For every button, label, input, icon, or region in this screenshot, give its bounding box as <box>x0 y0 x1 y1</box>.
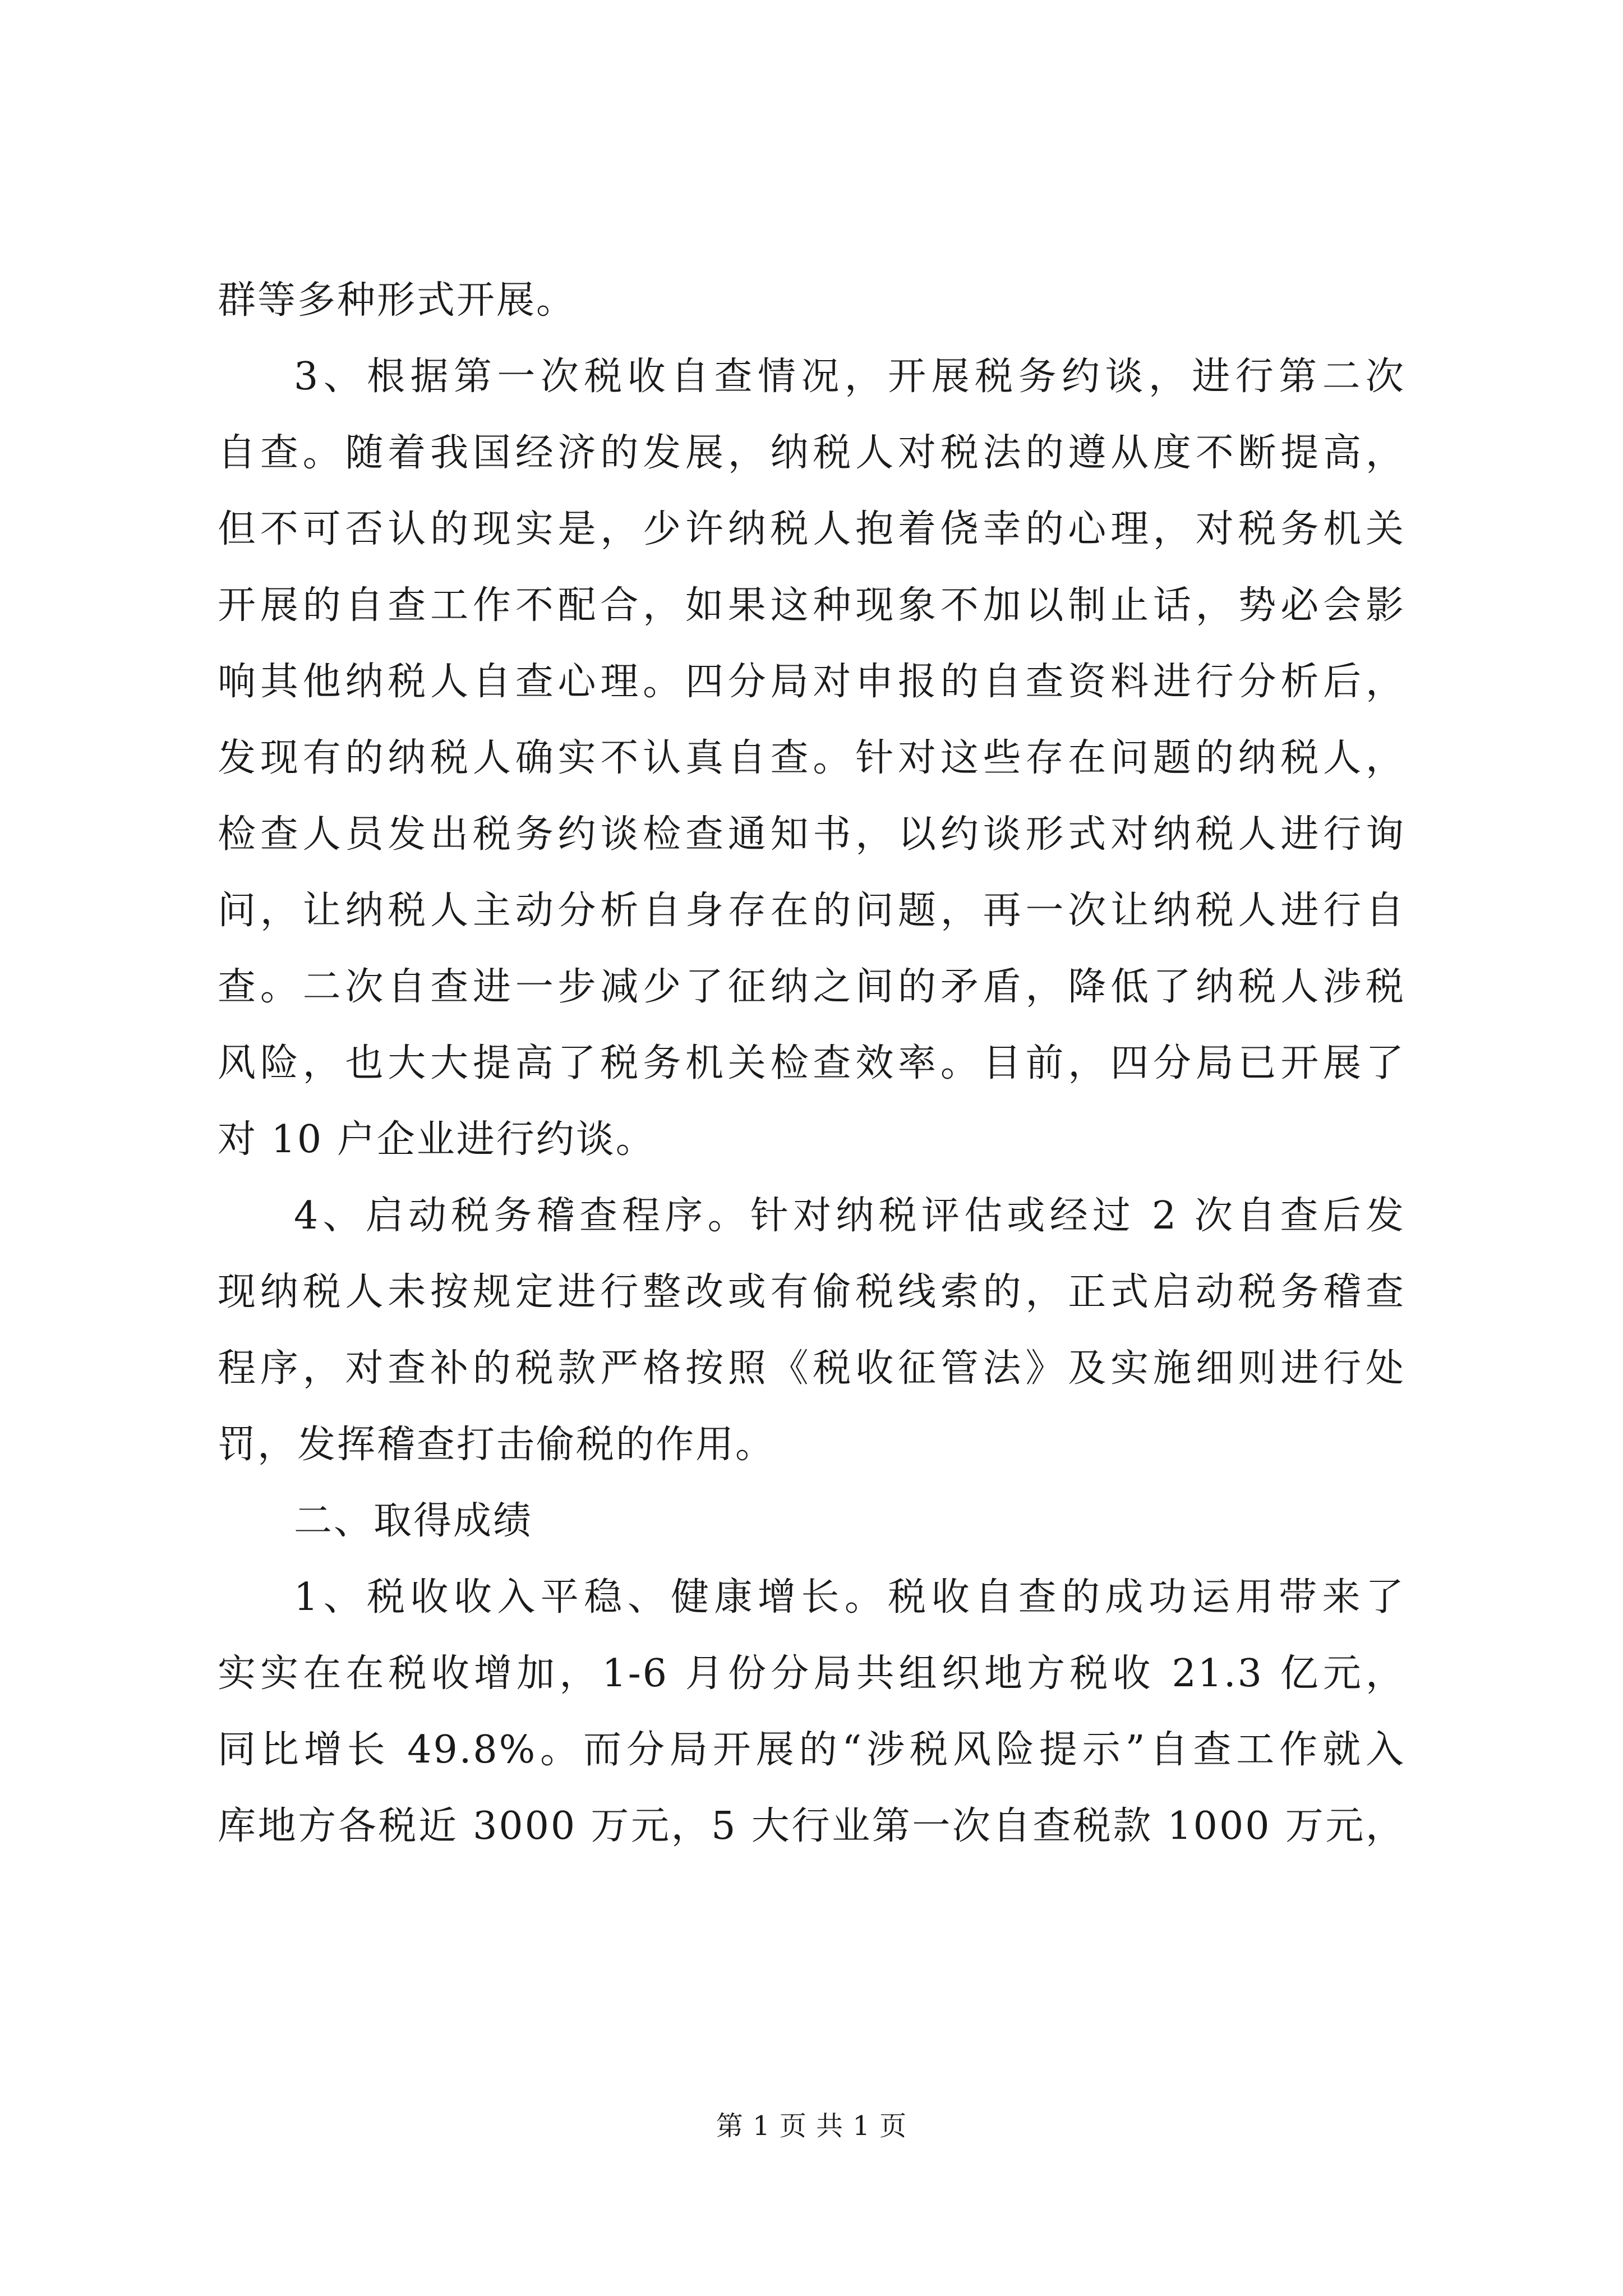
page-footer: 第 1 页 共 1 页 <box>716 2110 907 2142</box>
text-line: 查。二次自查进一步减少了征纳之间的矛盾，降低了纳税人涉税 <box>218 965 1405 1009</box>
text-line: 程序，对查补的税款严格按照《税收征管法》及实施细则进行处 <box>218 1346 1405 1391</box>
text-line: 同比增长 49.8%。而分局开展的“涉税风险提示”自查工作就入 <box>218 1728 1405 1772</box>
text-line: 罚，发挥稽查打击偷税的作用。 <box>218 1423 776 1467</box>
document-body <box>218 263 1405 1865</box>
text-line: 库地方各税近 3000 万元，5 大行业第一次自查税款 1000 万元， <box>218 1804 1405 1848</box>
text-line: 1、税收收入平稳、健康增长。税收自查的成功运用带来了 <box>294 1575 1405 1619</box>
text-line: 发现有的纳税人确实不认真自查。针对这些存在问题的纳税人， <box>218 736 1405 780</box>
text-line: 风险，也大大提高了税务机关检查效率。目前，四分局已开展了 <box>218 1041 1405 1085</box>
text-line: 问，让纳税人主动分析自身存在的问题，再一次让纳税人进行自 <box>218 889 1405 933</box>
text-line: 群等多种形式开展。 <box>218 278 577 323</box>
text-line: 现纳税人未按规定进行整改或有偷税线索的，正式启动税务稽查 <box>218 1270 1405 1314</box>
text-line: 但不可否认的现实是，少许纳税人抱着侥幸的心理，对税务机关 <box>218 507 1405 551</box>
text-line: 自查。随着我国经济的发展，纳税人对税法的遵从度不断提高， <box>218 431 1405 475</box>
section-heading: 二、取得成绩 <box>294 1499 533 1543</box>
text-line: 对 10 户企业进行约谈。 <box>218 1117 656 1162</box>
text-line: 实实在在税收增加，1-6 月份分局共组织地方税收 21.3 亿元， <box>218 1651 1405 1696</box>
text-line: 检查人员发出税务约谈检查通知书，以约谈形式对纳税人进行询 <box>218 812 1405 857</box>
text-line: 3、根据第一次税收自查情况，开展税务约谈，进行第二次 <box>294 355 1405 399</box>
text-line: 响其他纳税人自查心理。四分局对申报的自查资料进行分析后， <box>218 660 1405 704</box>
text-line: 4、启动税务稽查程序。针对纳税评估或经过 2 次自查后发 <box>294 1194 1405 1238</box>
text-line: 开展的自查工作不配合，如果这种现象不加以制止话，势必会影 <box>218 583 1405 628</box>
